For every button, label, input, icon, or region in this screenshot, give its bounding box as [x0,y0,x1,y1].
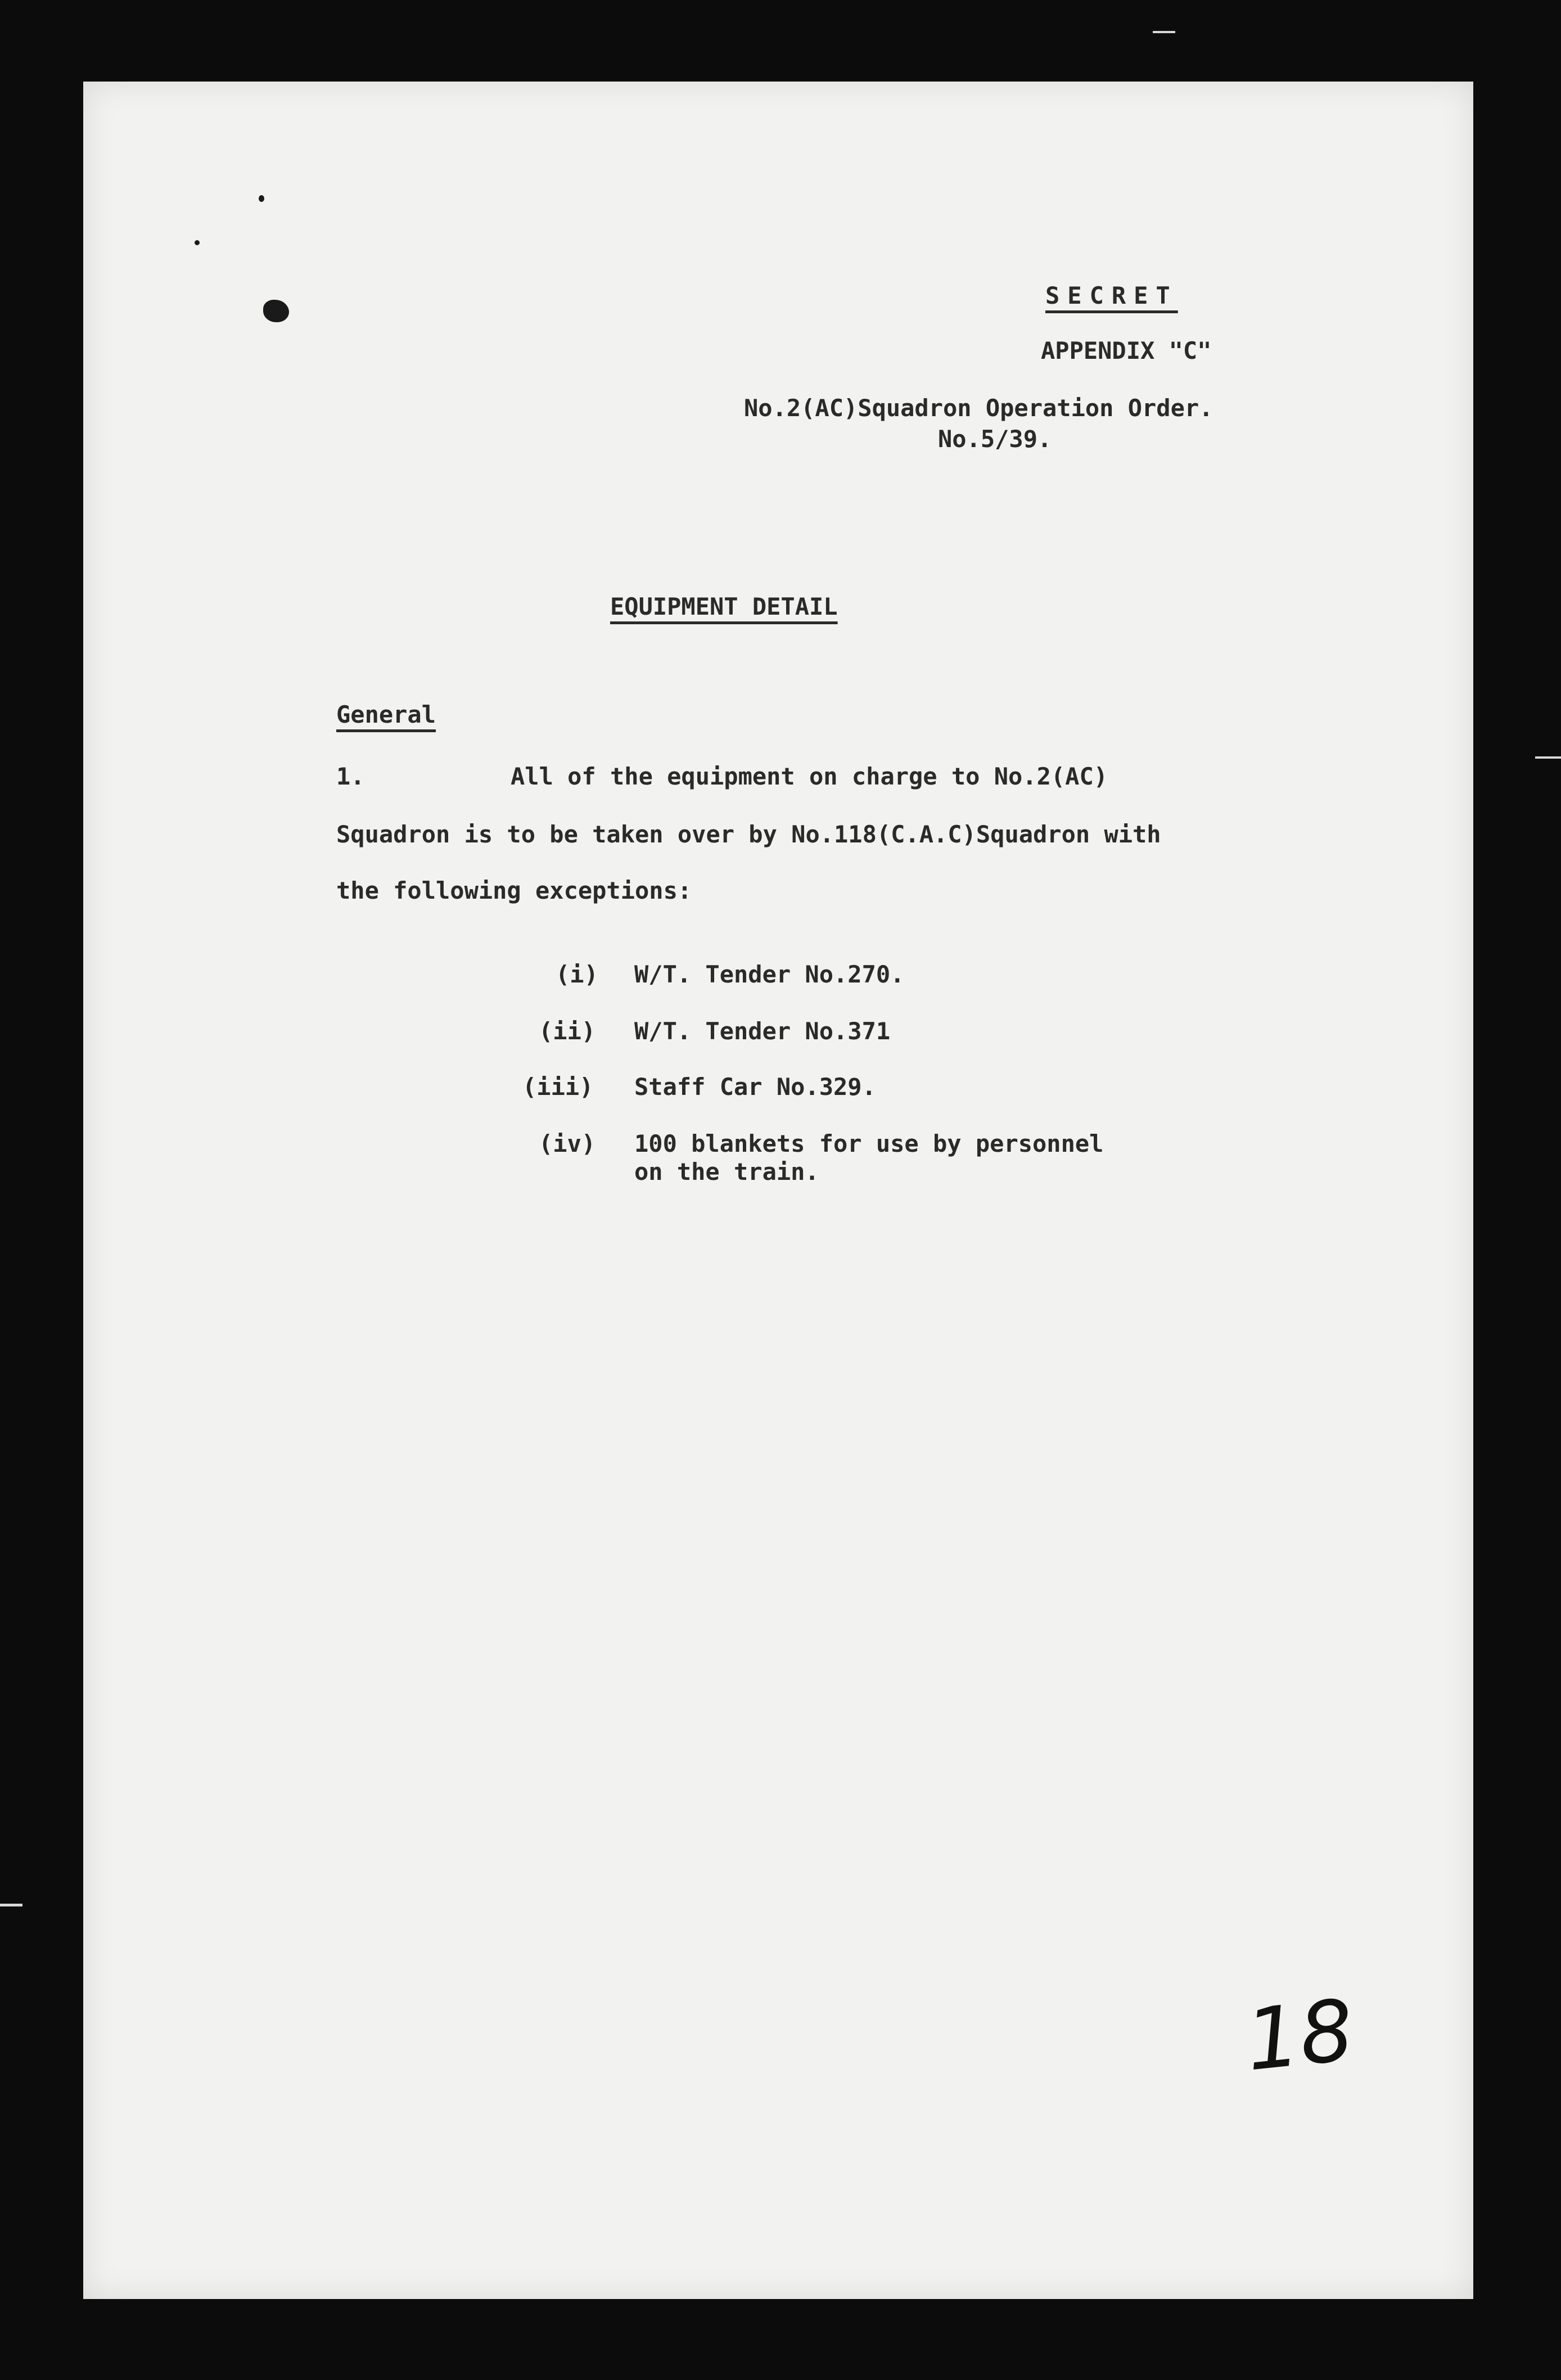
list-item-number: (iv) [539,1130,596,1157]
section-heading: General [336,701,436,728]
ink-speck [195,240,200,245]
list-item-text: Staff Car No.329. [634,1073,876,1101]
operation-order-number: No.5/39. [938,425,1052,453]
film-edge-mark [1535,756,1561,759]
list-item-text: W/T. Tender No.371 [634,1017,891,1045]
list-item-text: 100 blankets for use by personnel [634,1130,1104,1157]
list-item-number: (iii) [522,1073,594,1101]
paragraph-number: 1. [336,763,365,790]
paragraph-line: the following exceptions: [336,877,692,904]
appendix-label: APPENDIX "C" [1041,337,1212,364]
operation-order-line: No.2(AC)Squadron Operation Order. [744,394,1213,422]
document-page [83,82,1473,2299]
handwritten-page-number: 18 [1241,1981,1359,2090]
document-title: EQUIPMENT DETAIL [610,593,838,620]
list-item-number: (ii) [539,1017,596,1045]
classification-marking: SECRET [1045,282,1178,309]
list-item-text: W/T. Tender No.270. [634,961,905,988]
film-edge-mark [1153,31,1175,33]
ink-speck [259,195,264,202]
paragraph-line: All of the equipment on charge to No.2(AC) [511,763,1108,790]
list-item-number: (i) [556,961,598,988]
film-edge-mark [0,1904,22,1906]
list-item-text-continuation: on the train. [634,1158,819,1186]
paragraph-line: Squadron is to be taken over by No.118(C.A.C)Squadron with [336,821,1161,848]
hole-punch-mark [263,300,289,322]
